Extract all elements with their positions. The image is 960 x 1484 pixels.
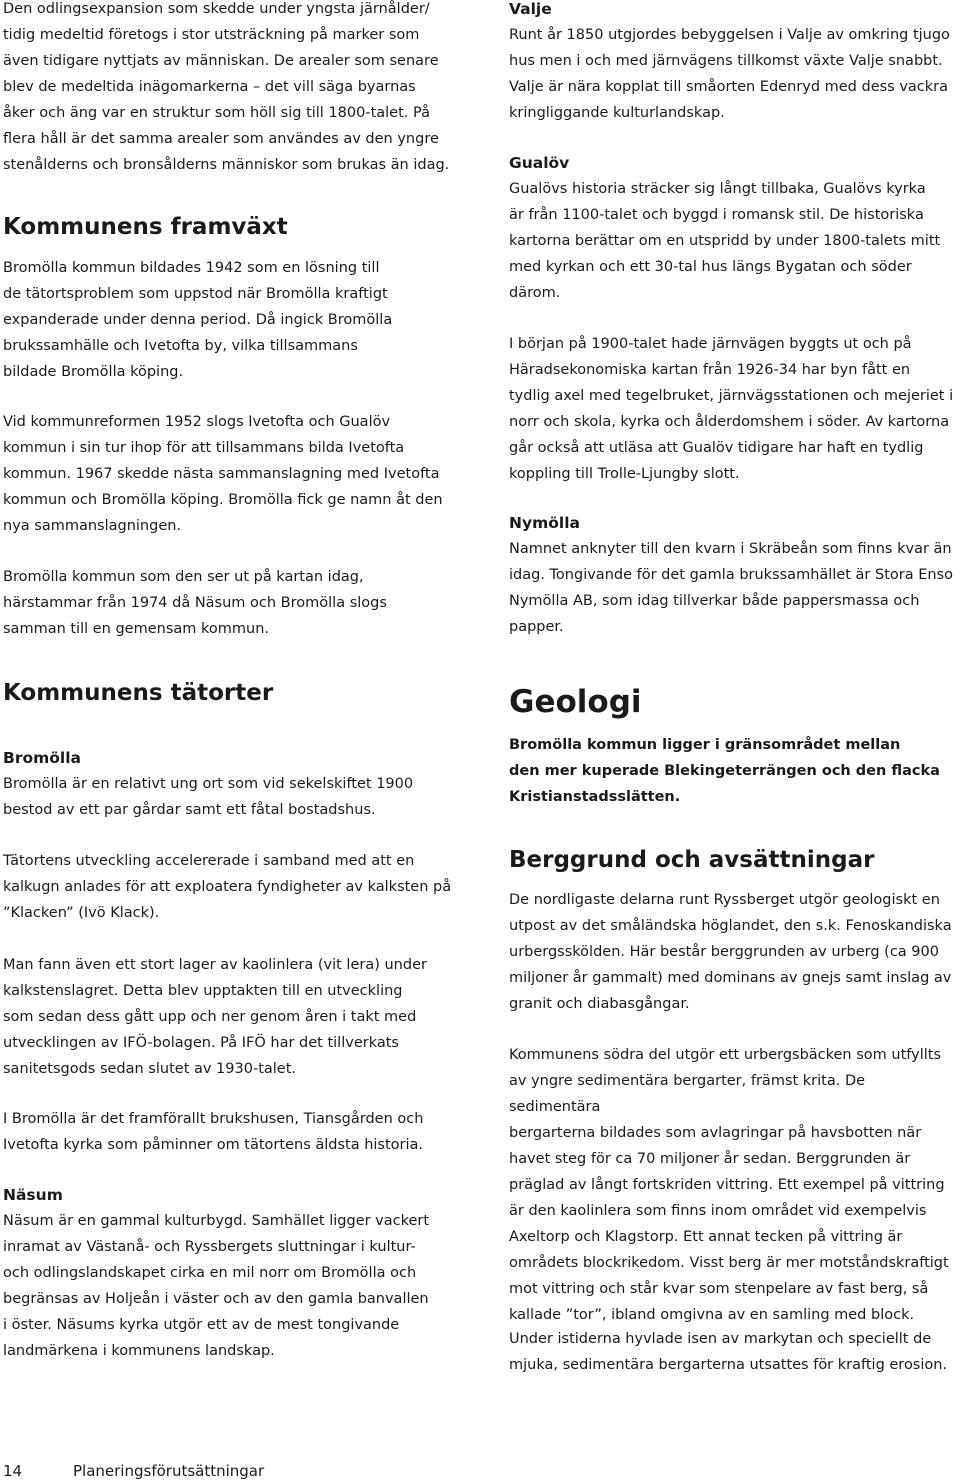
heading-nymolla: Nymölla [509, 514, 580, 532]
geologi-lead: Bromölla kommun ligger i gränsområdet mellan den mer kuperade Blekingeterrängen och den flacka Kristianstadsslätten. [509, 737, 940, 805]
bromolla-paragraph-2: Tätortens utveckling accelererade i samband med att en kalkugn anlades för att exploatera fyndigheter av kalksten på ”Klacken” (Ivö Klack). [3, 853, 452, 921]
heading-kommunens-framvaxt: Kommunens framväxt [3, 214, 288, 240]
page-number: 14 [3, 1462, 23, 1480]
heading-nasum: Näsum [3, 1186, 63, 1204]
framvaxt-paragraph-1: Bromölla kommun bildades 1942 som en lösning till de tätortsproblem som uppstod när Bromölla kraftigt expanderade under denna period. Då ingick Bromölla brukssamhälle och Ivetofta by, vilka tillsammans bildade Bromölla köping. [3, 260, 393, 380]
intro-paragraph: Den odlingsexpansion som skedde under yngsta järnålder/ tidig medeltid företogs i stor utsträckning på marker som även tidigare nyttjats av människan. De arealer som senare blev de medeltida inägomarkerna – det vill säga byarnas åker och äng var en struktur som höll sig till 1800-talet. På flera håll är det samma arealer som användes av den yngre stenålderns och bronsålderns människor som brukas än idag. [3, 1, 450, 173]
valje-paragraph: Runt år 1850 utgjordes bebyggelsen i Valje av omkring tjugo hus men i och med järnvägens tillkomst växte Valje snabbt. Valje är nära kopplat till småorten Edenryd med dess vackra kringliggande kulturlandskap. [509, 27, 950, 121]
berggrund-paragraph-1: De nordligaste delarna runt Ryssberget utgör geologiskt en utpost av det småländska höglandet, den s.k. Fenoskandiska urbergsskölden. Här består berggrunden av urberg (ca 900 miljoner år gammalt) med dominans av gnejs samt inslag av granit och diabasgångar. [509, 892, 952, 1012]
bromolla-paragraph-1: Bromölla är en relativt ung ort som vid sekelskiftet 1900 bestod av ett par gårdar samt ett fåtal bostadshus. [3, 776, 414, 818]
footer-section-title: Planeringsförutsättningar [73, 1462, 265, 1480]
gualov-paragraph-1: Gualövs historia sträcker sig långt tillbaka, Gualövs kyrka är från 1100-talet och byggd i romansk stil. De historiska kartorna berättar om en utspridd by under 1800-talets mitt med kyrkan och ett 30-tal hus längs Bygatan och söder därom. [509, 181, 941, 301]
berggrund-paragraph-3: Under istiderna hyvlade isen av markytan och speciellt de mjuka, sedimentära bergarterna utsattes för kraftig erosion. [509, 1331, 948, 1373]
framvaxt-paragraph-2: Vid kommunreformen 1952 slogs Ivetofta och Gualöv kommun i sin tur ihop för att tillsammans bilda Ivetofta kommun. 1967 skedde nästa sammanslagning med Ivetofta kommun och Bromölla köping. Bromölla fick ge namn åt den nya sammanslagningen. [3, 414, 443, 534]
heading-berggrund: Berggrund och avsättningar [509, 847, 875, 873]
heading-kommunens-tatorter: Kommunens tätorter [3, 680, 274, 706]
berggrund-paragraph-2: Kommunens södra del utgör ett urbergsbäcken som utfyllts av yngre sedimentära bergarter, främst krita. De sedimentära bergarterna bildades som avlagringar på havsbotten när havet steg för ca 70 miljoner år sedan. Berggrunden är präglad av långt fortskriden vittring. Ett exempel på vittring är den kaolinlera som finns inom området vid exempelvis Axeltorp och Klagstorp. Ett annat tecken på vittring är områdets blockrikedom. Visst berg är mer motståndskraftigt mot vittring och står kvar som stenpelare av fast berg, så kallade ”tor”, ibland omgivna av en samling med block. [509, 1047, 949, 1323]
nasum-paragraph: Näsum är en gammal kulturbygd. Samhället ligger vackert inramat av Västanå- och Ryssbergets sluttningar i kultur- och odlingslandskapet cirka en mil norr om Bromölla och begränsas av Holjeån i väster och av den gamla banvallen i öster. Näsums kyrka utgör ett av de mest tongivande landmärkena i kommunens landskap. [3, 1213, 430, 1359]
heading-valje: Valje [509, 0, 552, 18]
gualov-paragraph-2: I början på 1900-talet hade järnvägen byggts ut och på Häradsekonomiska kartan från 1926-34 har byn fått en tydlig axel med tegelbruket, järnvägsstationen och mejeriet i norr och skola, kyrka och ålderdomshem i söder. Av kartorna går också att utläsa att Gualöv tidigare har haft en tydlig koppling till Trolle-Ljungby slott. [509, 336, 954, 482]
bromolla-paragraph-3: Man fann även ett stort lager av kaolinlera (vit lera) under kalkstenslagret. Detta blev upptakten till en utveckling som sedan dess gått upp och ner genom åren i takt med utvecklingen av IFÖ-bolagen. På IFÖ har det tillverkats sanitetsgods sedan slutet av 1930-talet. [3, 957, 427, 1077]
page-footer [3, 1458, 264, 1484]
heading-bromolla: Bromölla [3, 749, 81, 767]
bromolla-paragraph-4: I Bromölla är det framförallt brukshusen, Tiansgården och Ivetofta kyrka som påminner om tätortens äldsta historia. [3, 1111, 424, 1153]
heading-gualov: Gualöv [509, 154, 570, 172]
nymolla-paragraph: Namnet anknyter till den kvarn i Skräbeån som finns kvar än idag. Tongivande för det gamla brukssamhället är Stora Enso Nymölla AB, som idag tillverkar både pappersmassa och papper. [509, 541, 953, 635]
framvaxt-paragraph-3: Bromölla kommun som den ser ut på kartan idag, härstammar från 1974 då Näsum och Bromölla slogs samman till en gemensam kommun. [3, 569, 387, 637]
heading-geologi: Geologi [509, 684, 642, 720]
